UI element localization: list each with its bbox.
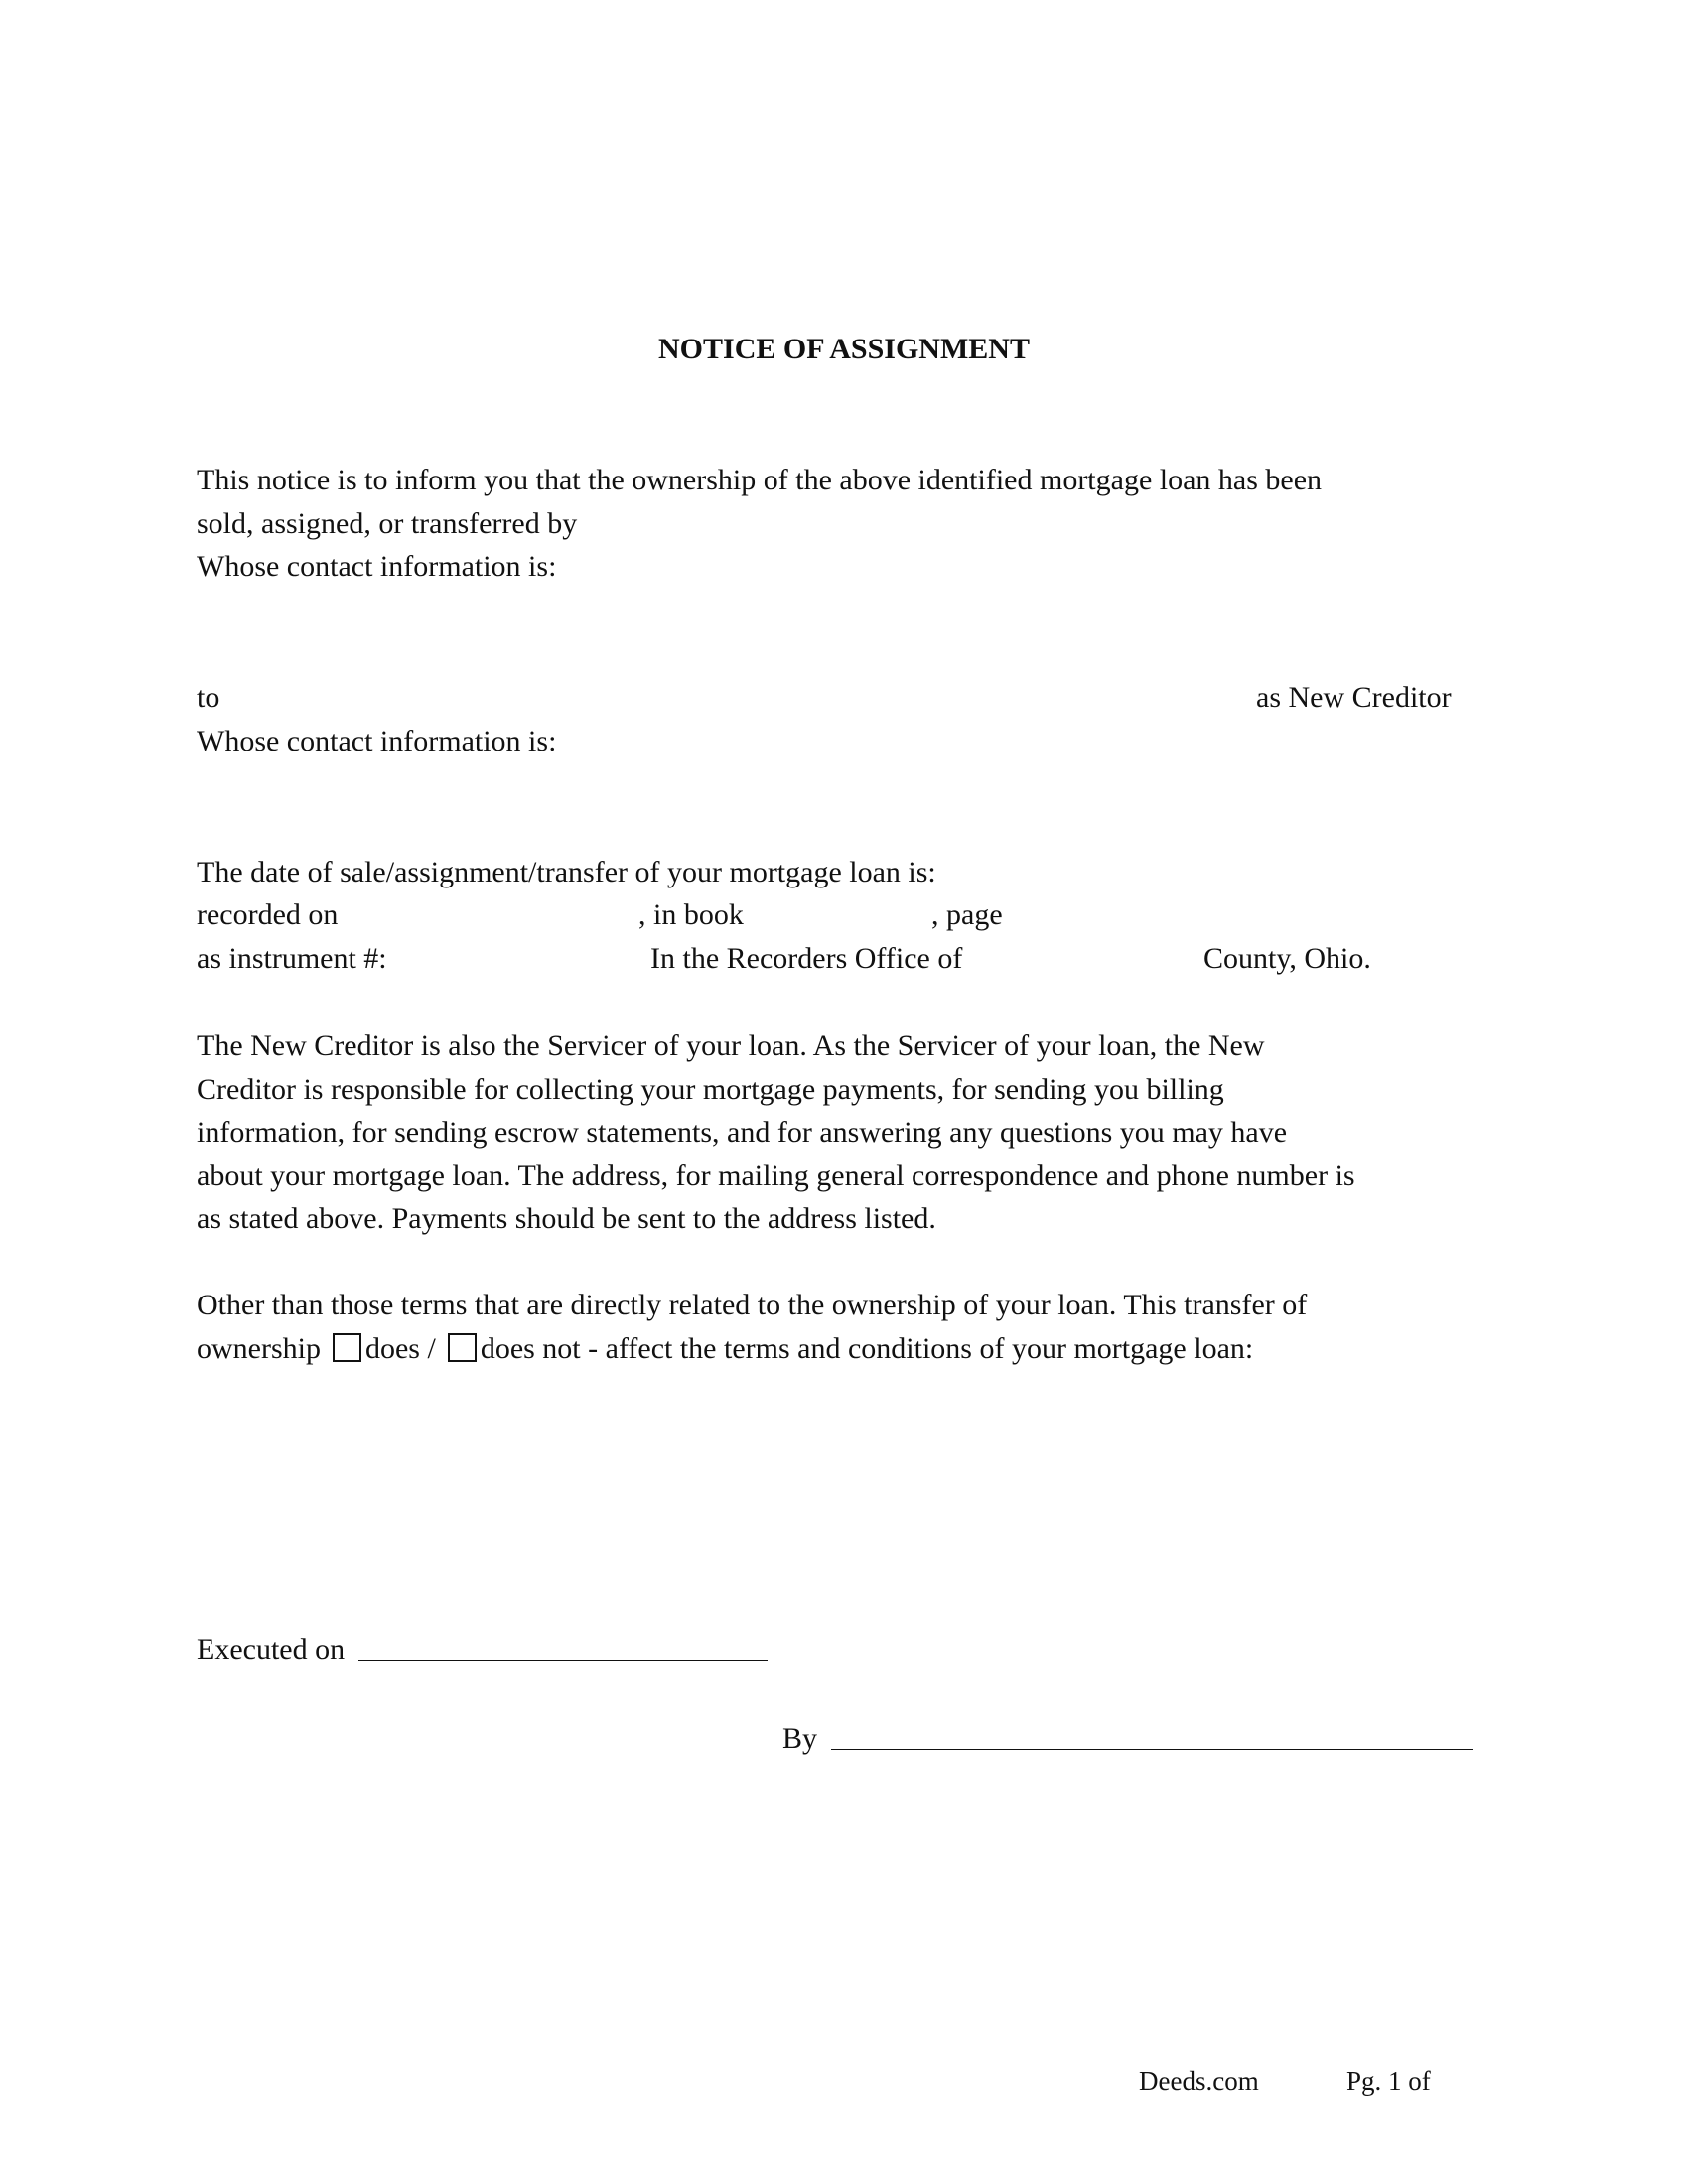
document-title: NOTICE OF ASSIGNMENT — [658, 333, 1030, 365]
terms-line-2 — [197, 1327, 1253, 1371]
servicer-line-3: information, for sending escrow statements, and for answering any questions you may have — [197, 1116, 1288, 1149]
terms-line-1: Other than those terms that are directly related to the ownership of your loan. This transfer of — [197, 1289, 1308, 1321]
new-creditor-label: as New Creditor — [1256, 681, 1452, 714]
does-not-checkbox[interactable] — [448, 1333, 477, 1362]
contact-label-2: Whose contact information is: — [197, 725, 557, 757]
in-book-label: , in book — [638, 898, 744, 931]
county-label: County, Ohio. — [1203, 942, 1371, 975]
servicer-line-5: as stated above. Payments should be sent to the address listed. — [197, 1202, 936, 1235]
recorded-on-label: recorded on — [197, 898, 339, 931]
intro-line-2: sold, assigned, or transferred by — [197, 507, 578, 540]
executed-on-label: Executed on — [197, 1633, 346, 1666]
by-label: By — [782, 1722, 818, 1755]
executed-on-line[interactable] — [358, 1630, 768, 1661]
executed-on-row — [197, 1628, 768, 1672]
recorders-office-label: In the Recorders Office of — [650, 942, 963, 975]
by-row — [782, 1717, 1473, 1761]
footer-page-number: Pg. 1 of — [1346, 2066, 1431, 2096]
page-label: , page — [931, 898, 1003, 931]
to-label: to — [197, 681, 220, 714]
does-not-text: does not - affect the terms and conditions of your mortgage loan: — [480, 1332, 1254, 1365]
servicer-line-4: about your mortgage loan. The address, for mailing general correspondence and phone number is — [197, 1160, 1355, 1192]
does-text: does / — [364, 1332, 436, 1365]
signature-line[interactable] — [831, 1719, 1473, 1750]
intro-line-1: This notice is to inform you that the ownership of the above identified mortgage loan has been — [197, 464, 1323, 496]
ownership-text: ownership — [197, 1332, 321, 1365]
instrument-label: as instrument #: — [197, 942, 387, 975]
servicer-line-1: The New Creditor is also the Servicer of your loan. As the Servicer of your loan, the New — [197, 1029, 1265, 1062]
servicer-line-2: Creditor is responsible for collecting your mortgage payments, for sending you billing — [197, 1073, 1224, 1106]
footer-site: Deeds.com — [1139, 2066, 1259, 2096]
date-line: The date of sale/assignment/transfer of your mortgage loan is: — [197, 856, 936, 888]
does-checkbox[interactable] — [333, 1333, 361, 1362]
contact-label-1: Whose contact information is: — [197, 550, 557, 583]
